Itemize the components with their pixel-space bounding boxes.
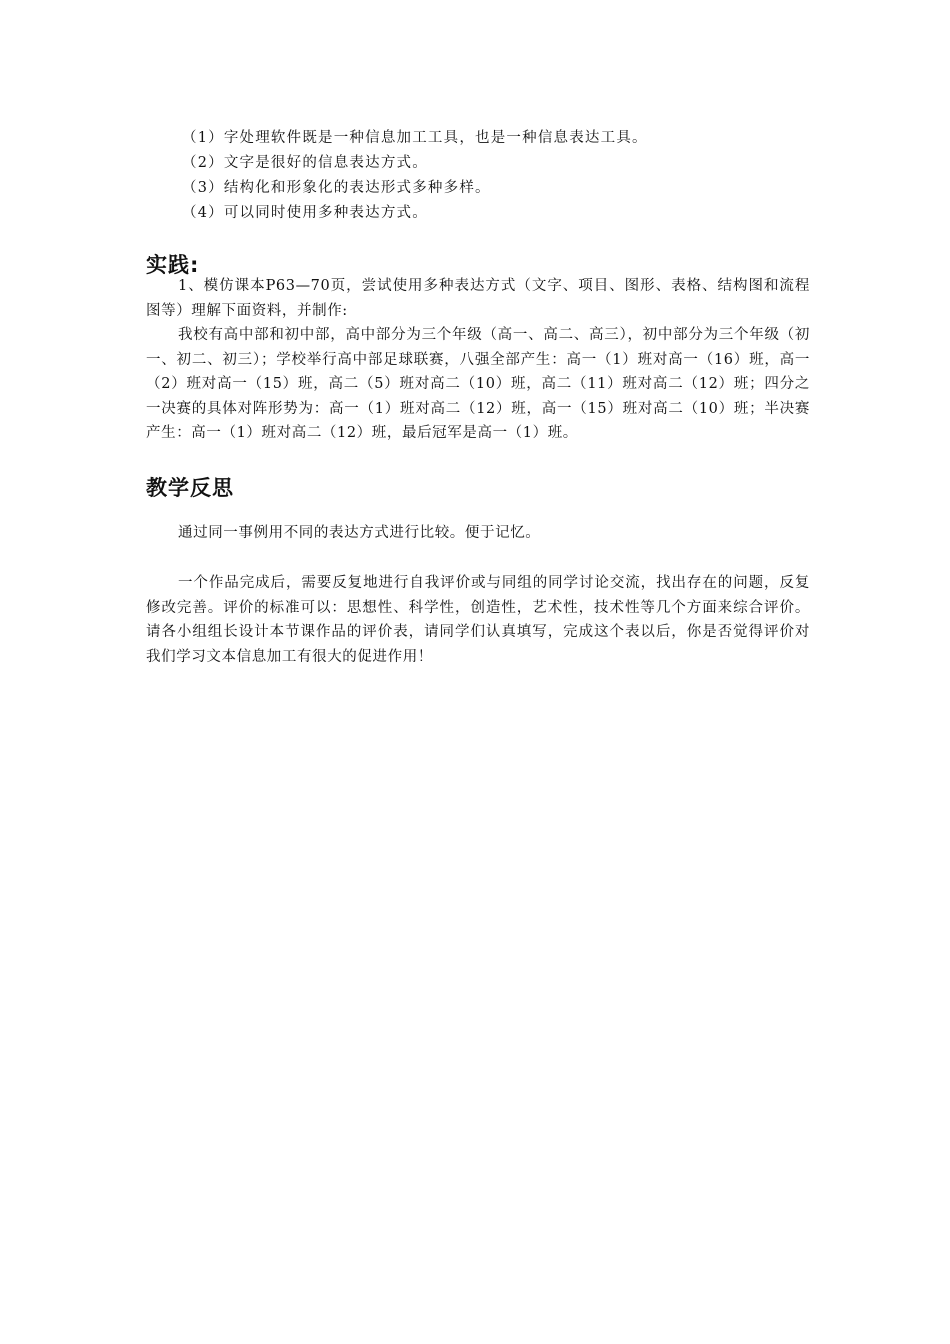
reflection-paragraph-2: 一个作品完成后，需要反复地进行自我评价或与同组的同学讨论交流，找出存在的问题，反复修改完善。评价的标准可以：思想性、科学性，创造性，艺术性，技术性等几个方面来综合评价。请各小组组长设计本节课作品的评价表，请同学们认真填写，完成这个表以后，你是否觉得评价对我们学习文本信息加工有很大的促进作用！: [146, 575, 810, 665]
summary-list: [182, 126, 648, 226]
list-item: （3）结构化和形象化的表达形式多种多样。: [182, 180, 491, 196]
reflection-paragraph-1: 通过同一事例用不同的表达方式进行比较。便于记忆。: [178, 525, 541, 541]
list-item: （4）可以同时使用多种表达方式。: [182, 205, 428, 221]
list-item: （1）字处理软件既是一种信息加工工具，也是一种信息表达工具。: [182, 130, 648, 146]
practice-material: 我校有高中部和初中部，高中部分为三个年级（高一、高二、高三），初中部分为三个年级（初一、初二、初三）；学校举行高中部足球联赛，八强全部产生：高一（1）班对高一（16）班，高一（2）班对高一（15）班，高二（5）班对高二（10）班，高二（11）班对高二（12）班；四分之一决赛的具体对阵形势为：高一（1）班对高二（12）班，高一（15）班对高二（10）班；半决赛产生：高一（1）班对高二（12）班，最后冠军是高一（1）班。: [146, 327, 810, 441]
practice-task: 1、模仿课本P63—70页，尝试使用多种表达方式（文字、项目、图形、表格、结构图和流程图等）理解下面资料，并制作:: [146, 278, 810, 319]
reflection-heading: 教学反思: [146, 476, 234, 500]
practice-heading: 实践:: [146, 253, 200, 277]
list-item: （2）文字是很好的信息表达方式。: [182, 155, 428, 171]
